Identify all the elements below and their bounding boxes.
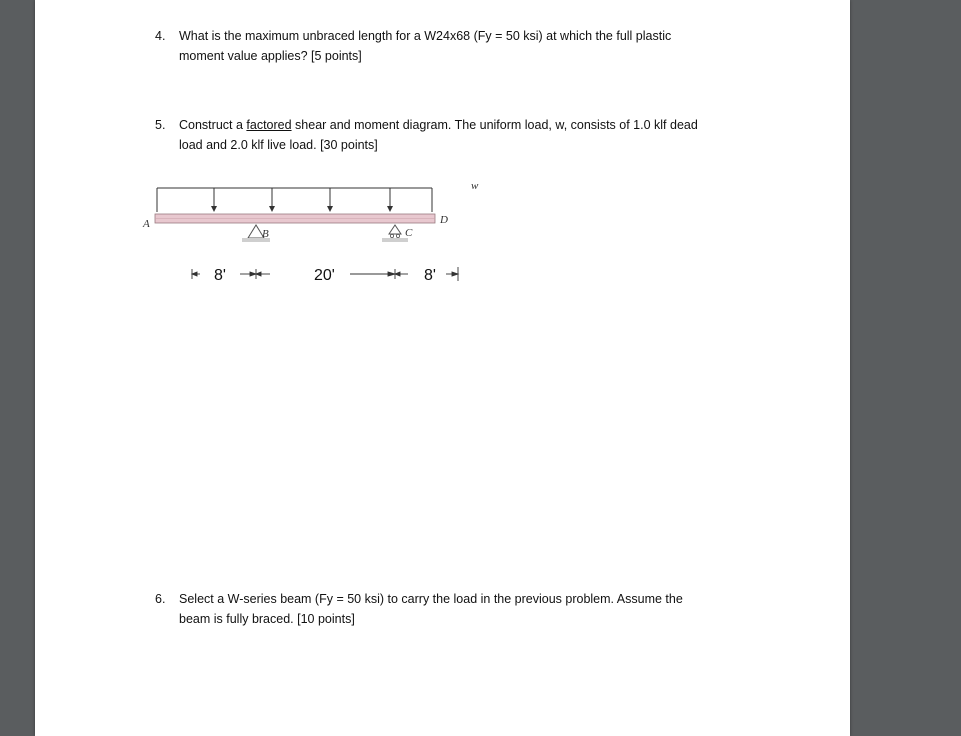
question-5-line-1-pre: Construct a [179,118,247,132]
arrowhead-2 [269,206,275,212]
arrowhead-4 [387,206,393,212]
dim-left-span: 8' [214,267,226,284]
arrowhead-1 [211,206,217,212]
dim-middle-span: 20' [314,267,335,284]
question-5-line-2: load and 2.0 klf live load. [30 points] [179,138,378,152]
question-4-line-1: What is the maximum unbraced length for a W24x68 (Fy = 50 ksi) at which the full plastic [179,29,672,43]
question-4-number: 4. [155,29,166,43]
document-page [35,0,850,736]
viewer-left-margin [0,0,35,736]
load-arrowheads [211,206,393,212]
question-4 [155,26,775,66]
question-5-line-1-post: shear and moment diagram. The uniform load, w, consists of 1.0 klf dead [291,118,698,132]
label-c: C [405,227,413,239]
arrowhead-3 [327,206,333,212]
question-6-line-2: beam is fully braced. [10 points] [179,612,355,626]
question-6 [155,589,775,629]
label-d: D [440,214,448,226]
question-6-number: 6. [155,592,166,606]
dim-right-span: 8' [424,267,436,284]
question-5-number: 5. [155,118,166,132]
question-5 [155,115,775,155]
label-a: A [143,218,150,230]
question-5-underlined-word: factored [246,118,292,132]
label-b: B [262,228,269,240]
question-4-line-2: moment value applies? [5 points] [179,49,362,63]
question-5-line-1 [179,115,775,135]
label-w: w [471,180,479,192]
question-6-line-1: Select a W-series beam (Fy = 50 ksi) to carry the load in the previous problem. Assume the [179,592,683,606]
beam-diagram [140,180,479,290]
